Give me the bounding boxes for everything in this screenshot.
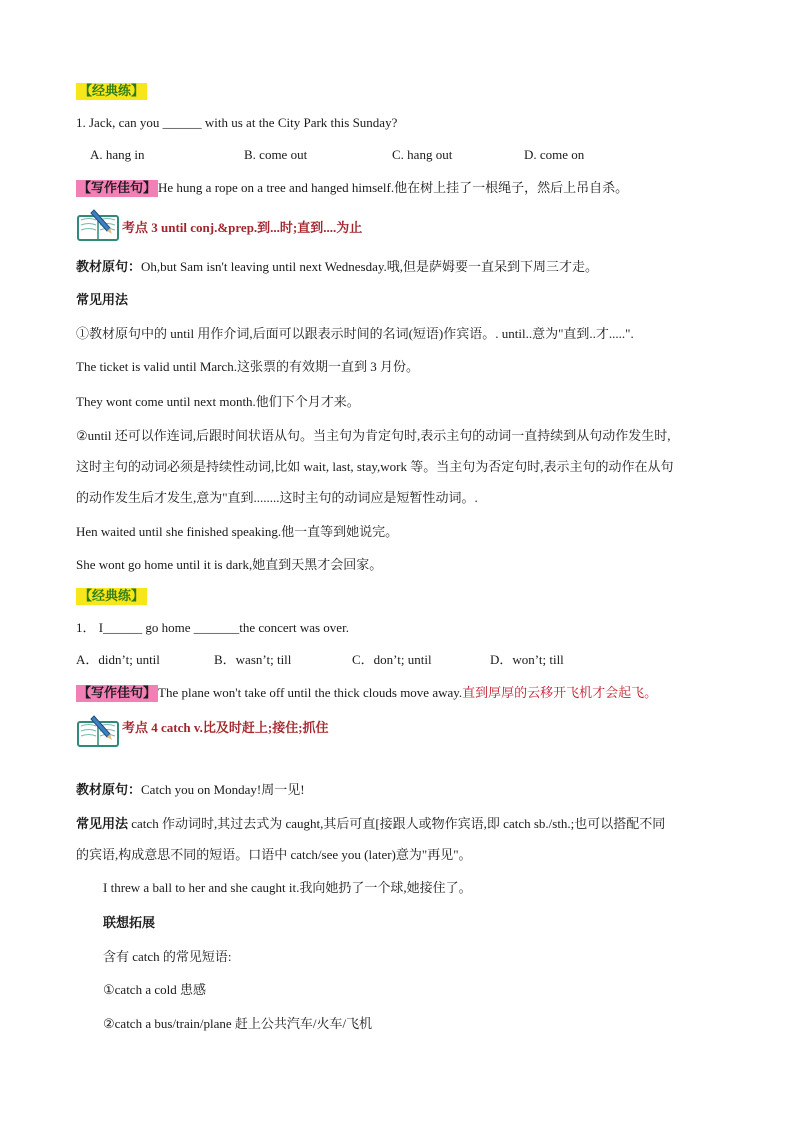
option-c: C. hang out (392, 147, 453, 162)
exercise-question-1: 1. Jack, can you ______ with us at the City Park this Sunday? (76, 115, 398, 130)
point-4-phrase-1: ①catch a cold 患感 (103, 982, 206, 997)
point-3-usage-1: ①教材原句中的 until 用作介词,后面可以跟表示时间的名词(短语)作宾语。. until..意为"直到..才.....". (76, 326, 634, 341)
point-3-example-4: She wont go home until it is dark,她直到天黑才会回家。 (76, 557, 383, 572)
writing-sentence-1: 【写作佳句】 He hung a rope on a tree and hanged himself.他在树上挂了一根绳子，然后上吊自杀。 (78, 180, 629, 196)
point-4-usage-b: 的宾语,构成意思不同的短语。口语中 catch/see you (later)意为"再见"。 (76, 847, 472, 862)
writing-sentence-2: 【写作佳句】 The plane won't take off until the thick clouds move away.直到厚厚的云移开飞机才会起飞。 (78, 685, 658, 701)
exercise-tag-2: 【经典练】 (76, 587, 147, 605)
book-pencil-icon (76, 206, 120, 242)
point-3-source: 教材原句：Oh,but Sam isn't leaving until next Wednesday.哦,但是萨姆要一直呆到下周三才走。 (76, 259, 599, 274)
point-3-example-1: The ticket is valid until March.这张票的有效期一直到 3 月份。 (76, 359, 420, 374)
exercise-question-2: 1． I______ go home _______the concert was over. (76, 620, 349, 635)
point-3-usage-2a: ②until 还可以作连词,后跟时间状语从句。当主句为肯定句时,表示主句的动词一直持续到从句动作发生时, (76, 428, 671, 443)
option-d: D. come on (524, 147, 585, 162)
point-3-example-3: Hen waited until she finished speaking.他一直等到她说完。 (76, 524, 399, 539)
book-pencil-icon (76, 712, 120, 748)
point-3-example-2: They wont come until next month.他们下个月才来。 (76, 394, 360, 409)
point-3-usage-2c: 的动作发生后才发生,意为"直到........这时主句的动词应是短暂性动词。. (76, 490, 478, 505)
option-d: D．won’t; till (490, 652, 564, 667)
point-3-usage-label: 常见用法 (76, 292, 129, 307)
option-b: B．wasn’t; till (214, 652, 292, 667)
point-4-expand-intro: 含有 catch 的常见短语: (103, 949, 232, 964)
point-4-expand-label: 联想拓展 (103, 915, 156, 930)
point-3-usage-2b: 这时主句的动词必须是持续性动词,比如 wait, last, stay,work 等。当主句为否定句时,表示主句的动作在从句 (76, 459, 674, 474)
point-3-title: 考点 3 until conj.&prep.到...时;直到....为止 (122, 220, 363, 235)
option-b: B. come out (244, 147, 308, 162)
point-4-example-1: I threw a ball to her and she caught it.我向她扔了一个球,她接住了。 (103, 880, 472, 895)
option-c: C．don’t; until (352, 652, 432, 667)
exercise-tag-1: 【经典练】 (76, 82, 147, 100)
point-4-phrase-2: ②catch a bus/train/plane 赶上公共汽车/火车/飞机 (103, 1016, 373, 1031)
point-4-title: 考点 4 catch v.比及时赶上;接住;抓住 (122, 720, 329, 735)
point-4-source: 教材原句：Catch you on Monday!周一见! (76, 782, 305, 797)
option-a: A. hang in (90, 147, 145, 162)
point-4-usage-a: 常见用法 catch 作动词时,其过去式为 caught,其后可直[接跟人或物作宾语,即 catch sb./sth.;也可以搭配不同 (76, 816, 666, 831)
option-a: A．didn’t; until (76, 652, 160, 667)
